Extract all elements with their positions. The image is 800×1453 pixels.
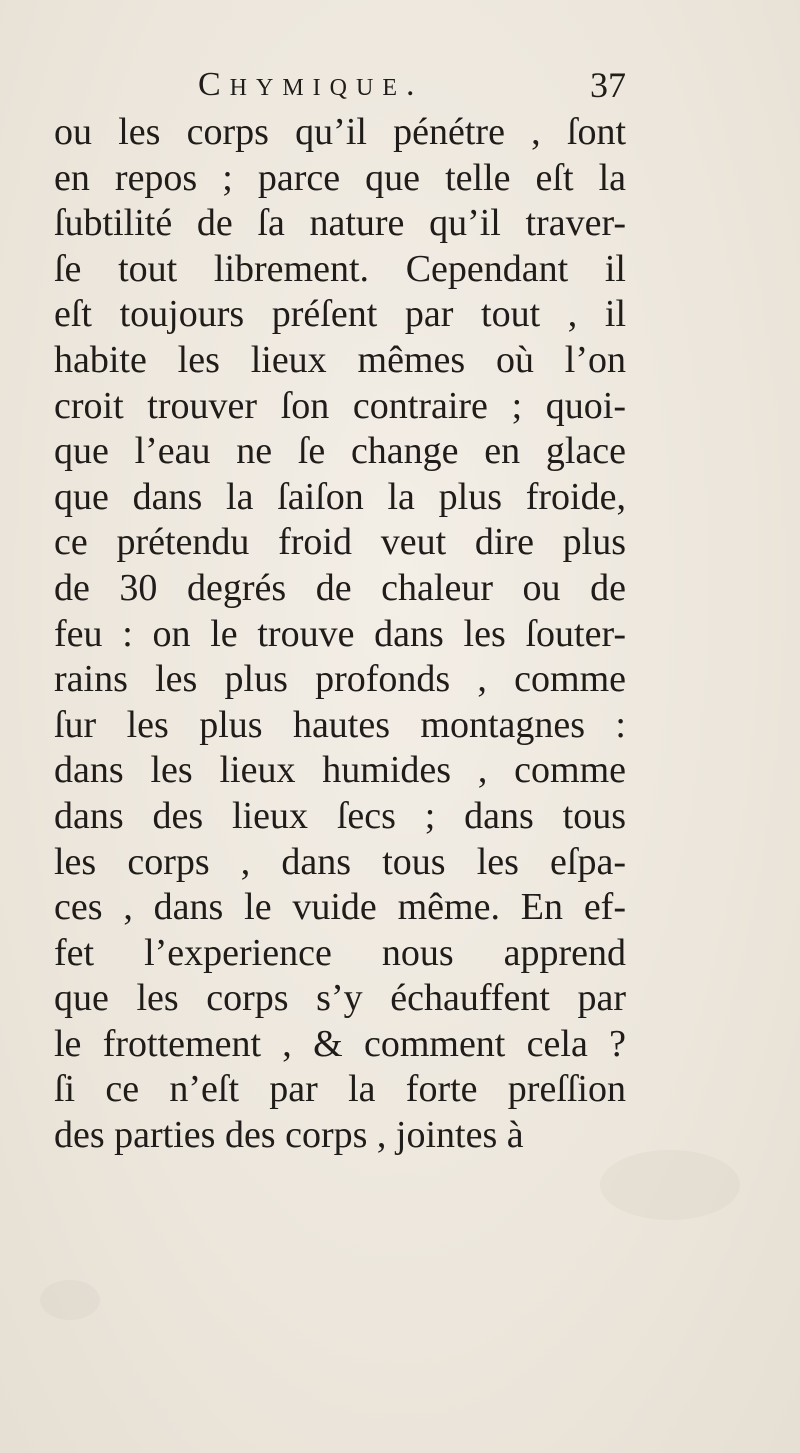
text-line: des parties des corps , jointes à — [54, 1114, 524, 1157]
paper-stain — [600, 1150, 740, 1220]
text-line: habite les lieux mêmes où l’on — [54, 338, 626, 381]
text-line: les corps , dans tous les eſpa- — [54, 840, 626, 883]
paper-stain — [40, 1280, 100, 1320]
text-line: ce prétendu froid veut dire plus — [54, 521, 626, 564]
text-line: que dans la ſaiſon la plus froide, — [54, 475, 626, 518]
text-line: dans des lieux ſecs ; dans tous — [54, 794, 626, 837]
text-line: ſe tout librement. Cependant il — [54, 247, 626, 290]
text-line: ſubtilité de ſa nature qu’il traver- — [54, 202, 626, 245]
body-text — [54, 110, 626, 1159]
text-line: fet l’experience nous apprend — [54, 931, 626, 974]
text-line: rains les plus profonds , comme — [54, 658, 626, 701]
text-line: dans les lieux humides , comme — [54, 749, 626, 792]
text-line: feu : on le trouve dans les ſouter- — [54, 612, 626, 655]
text-line: ces , dans le vuide même. En ef- — [54, 886, 626, 929]
text-line: de 30 degrés de chaleur ou de — [54, 566, 626, 609]
running-head — [54, 62, 626, 108]
text-line: ſur les plus hautes montagnes : — [54, 703, 626, 746]
text-line: ou les corps qu’il pénétre , ſont — [54, 111, 626, 153]
text-line: que l’eau ne ſe change en glace — [54, 430, 626, 473]
text-line: ſi ce n’eſt par la forte preſſion — [54, 1068, 626, 1111]
running-title: Chymique. — [198, 66, 424, 103]
page-number: 37 — [590, 65, 626, 105]
text-line: le frottement , & comment cela ? — [54, 1022, 626, 1065]
text-line: croit trouver ſon contraire ; quoi- — [54, 384, 626, 427]
text-line: eſt toujours préſent par tout , il — [54, 293, 626, 336]
text-line: que les corps s’y échauffent par — [54, 977, 626, 1020]
text-line: en repos ; parce que telle eſt la — [54, 156, 626, 199]
